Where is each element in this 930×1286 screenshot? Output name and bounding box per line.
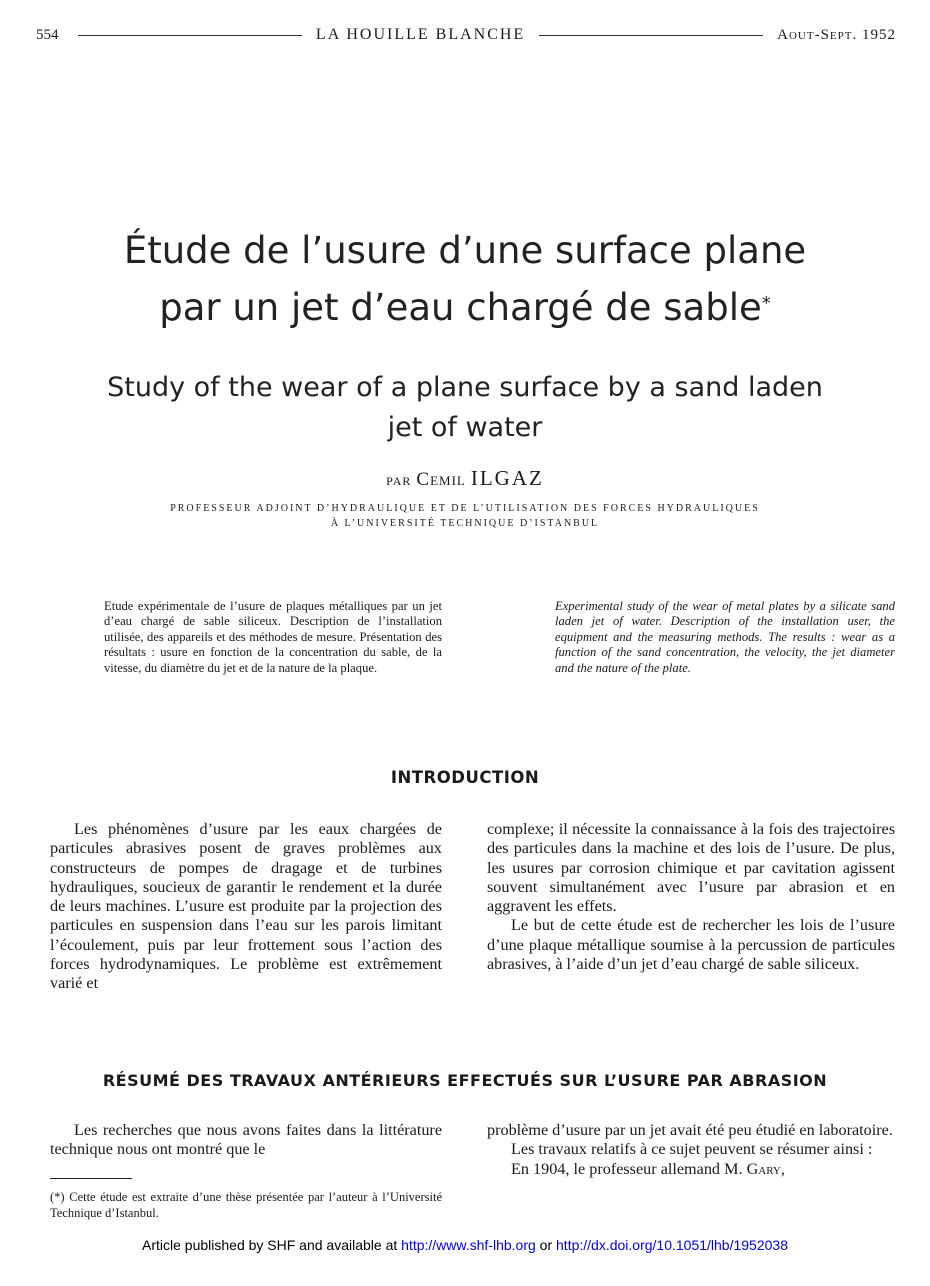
title-english [40, 368, 890, 448]
title-french [60, 222, 870, 336]
intro-right-column [487, 820, 895, 974]
intro-paragraph-1-cont: complexe; il nécessite la connaissance à la fois des trajectoires des particules dans la machine et des lois de l’usure. De plus, les usures par corrosion chimique et par cavitation agissent souvent simultanément avec l’usure par abrasion et en aggravent les effets. [487, 820, 895, 916]
resume-paragraph-3 [487, 1160, 895, 1179]
journal-name: LA HOUILLE BLANCHE [315, 26, 526, 43]
header-rule-left [78, 35, 302, 36]
resume-paragraph-2: Les travaux relatifs à ce sujet peuvent se résumer ainsi : [511, 1140, 873, 1159]
publication-text: Article published by SHF and available at [142, 1237, 398, 1253]
title-french-line2 [60, 279, 870, 336]
author-last-name: ILGAZ [470, 466, 544, 490]
section-heading-introduction: INTRODUCTION [390, 768, 540, 787]
page-number: 554 [36, 26, 59, 43]
intro-paragraph-2: Le but de cette étude est de rechercher les lois de l’usure d’une plaque métallique soumise à la percussion de particules abrasives, à l’aide d’un jet d’eau chargé de sable siliceux. [487, 916, 895, 974]
issue-date: Aout-Sept. 1952 [777, 26, 896, 43]
intro-paragraph-1: Les phénomènes d’usure par les eaux chargées de particules abrasives posent de graves problèmes aux constructeurs de pompes de dragage et de turbines hydrauliques, soucieux de garantir le rendement et la durée de leurs machines. L’usure est produite par la projection des particules en suspension dans l’eau sur les parois limitant l’écoulement, puis par leur frottement sous l’action des forces hydrodynamiques. Le problème est extrêmement varié et [50, 820, 442, 993]
author-first-name: Cemil [416, 469, 466, 490]
title-french-line2-text: par un jet d’eau chargé de sable [159, 286, 762, 329]
affiliation-line1: PROFESSEUR ADJOINT D’HYDRAULIQUE ET DE L’UTILISATION DES FORCES HYDRAULIQUES [170, 503, 760, 514]
abstract-english: Experimental study of the wear of metal plates by a silicate sand laden jet of water. Description of the installation user, the equipment and the measuring methods. The results : wear as a function of the sand concentration, the velocity, the jet diameter and the nature of the plate. [555, 599, 895, 675]
header-rule-right [539, 35, 763, 36]
author-affiliation [150, 501, 780, 531]
running-header [36, 24, 896, 46]
person-name-gary: Gary, [746, 1159, 785, 1178]
author-line [0, 466, 930, 491]
title-french-line1: Étude de l’usure d’une surface plane [123, 229, 807, 272]
intro-left-column [50, 820, 442, 994]
publication-notice [0, 1237, 930, 1253]
publication-or: or [539, 1237, 553, 1253]
footnote-rule [50, 1178, 132, 1179]
resume-left-column [50, 1121, 442, 1160]
resume-paragraph-1-cont: problème d’usure par un jet avait été peu étudié en laboratoire. [487, 1121, 893, 1139]
title-english-line1: Study of the wear of a plane surface by a sand laden [107, 372, 823, 403]
doi-link[interactable]: http://dx.doi.org/10.1051/lhb/1952038 [556, 1237, 788, 1253]
resume-right-column [487, 1121, 895, 1179]
title-english-line2: jet of water [387, 412, 543, 443]
abstract-french: Etude expérimentale de l’usure de plaques métalliques par un jet d’eau chargé de sable siliceux. Description de l’installation utilisée, des appareils et des méthodes de mesure. Présentation des résultats : usure en fonction de la concentration du sable, de la vitesse, du diamètre du jet et de la nature de la plaque. [104, 599, 442, 675]
resume-paragraph-3-text: En 1904, le professeur allemand M. [511, 1159, 743, 1178]
title-footnote-mark: * [761, 293, 771, 314]
shf-link[interactable]: http://www.shf-lhb.org [401, 1237, 536, 1253]
resume-paragraph-1: Les recherches que nous avons faites dans la littérature technique nous ont montré que le [50, 1121, 442, 1159]
affiliation-line2: À L’UNIVERSITÉ TECHNIQUE D’ISTANBUL [330, 518, 600, 529]
footnote: (*) Cette étude est extraite d’une thèse présentée par l’auteur à l’Université Technique d’Istanbul. [50, 1190, 442, 1220]
section-heading-resume: RÉSUMÉ DES TRAVAUX ANTÉRIEURS EFFECTUÉS SUR L’USURE PAR ABRASION [102, 1071, 828, 1090]
author-prefix: PAR [386, 474, 412, 488]
